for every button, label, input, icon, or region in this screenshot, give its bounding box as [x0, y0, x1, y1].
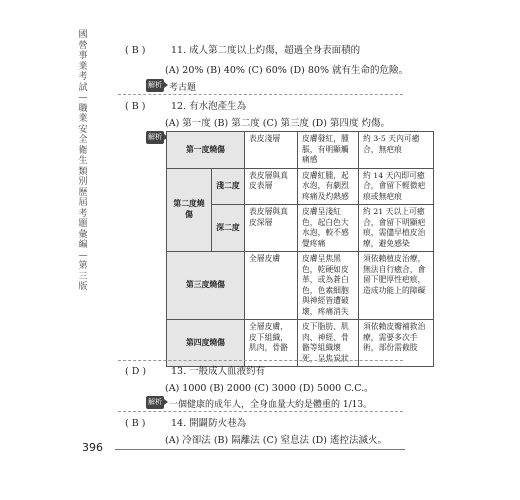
skin-layer-cell: 全層皮膚 — [245, 252, 298, 320]
separator — [118, 411, 403, 412]
question-stem: 14. 開闢防火巷為 — [171, 418, 247, 429]
skin-layer-cell: 表皮層與真皮表層 — [245, 168, 298, 205]
deep-second-label: 深二度 — [212, 205, 245, 252]
question-13 — [125, 363, 265, 377]
question-14 — [125, 415, 246, 429]
question-stem: 13. 一般成人血液約有 — [171, 366, 266, 377]
explanation-badge: 解析 — [146, 79, 164, 92]
recovery-cell: 須依賴皮瓣補救治療，需要多次手術，部份需截肢 — [359, 320, 434, 367]
fourth-degree-label: 第四度燒傷 — [167, 320, 245, 367]
answer-label: ( D ) — [125, 366, 147, 377]
table-row — [167, 168, 434, 205]
symptom-cell: 皮下脂肪、肌肉、神經、骨骼等組織壞死，呈焦炭狀 — [298, 320, 359, 367]
explanation-text: 考古題 — [169, 83, 197, 93]
explanation-text: 一個健康的成年人，全身血量大約是體重的 1/13。 — [169, 400, 373, 410]
recovery-cell: 約 14 天內即可癒合，會留下輕微疤痕或無疤痕 — [359, 168, 434, 205]
side-header: 國營事業考試—職業安全衛生類別歷屆考題彙編—第三版 — [78, 30, 88, 292]
page-number: 396 — [82, 441, 103, 454]
third-degree-label: 第三度燒傷 — [167, 252, 245, 320]
question-11-options: (A) 20% (B) 40% (C) 60% (D) 80% 就有生命的危險。 — [165, 65, 408, 76]
question-stem: 12. 有水泡產生為 — [171, 101, 247, 112]
second-degree-label: 第二度燒傷 — [167, 168, 212, 252]
answer-label: ( B ) — [125, 418, 146, 429]
explanation-badge: 解析 — [146, 396, 164, 409]
question-12 — [125, 98, 246, 112]
table-row — [167, 252, 434, 320]
symptom-cell: 皮膚呈焦黑色，乾硬如皮革，或為蒼白色，色素細胞與神經皆遭破壞，疼痛消失 — [298, 252, 359, 320]
table-row — [167, 132, 434, 169]
explanation-badge: 解析 — [146, 131, 164, 144]
answer-label: ( B ) — [125, 45, 146, 56]
recovery-cell: 約 21 天以上可癒合，會留下明顯疤痕，需儘早植皮治療，避免感染 — [359, 205, 434, 252]
first-degree-label: 第一度燒傷 — [167, 132, 245, 169]
recovery-cell: 須依賴植皮治療，無法自行癒合，會留下肥厚性疤痕，造成功能上的障礙 — [359, 252, 434, 320]
skin-layer-cell: 表皮層與真皮深層 — [245, 205, 298, 252]
symptom-cell: 皮膚發紅，腫脹，有明顯觸痛感 — [298, 132, 359, 169]
question-stem: 11. 成人第二度以上灼傷，超過全身表面積的 — [171, 45, 361, 56]
footer-rule — [115, 449, 405, 450]
symptom-cell: 皮膚呈淺紅色，起白色大水泡，較不感覺疼痛 — [298, 205, 359, 252]
skin-layer-cell: 表皮淺層 — [245, 132, 298, 169]
burn-degree-table — [166, 131, 434, 367]
symptom-cell: 皮膚紅腫，起水泡，有劇烈疼痛及灼熱感 — [298, 168, 359, 205]
question-14-options: (A) 冷卻法 (B) 隔離法 (C) 窒息法 (D) 遙控法滅火。 — [165, 435, 388, 446]
shallow-second-label: 淺二度 — [212, 168, 245, 205]
question-13-options: (A) 1000 (B) 2000 (C) 3000 (D) 5000 C.C.。 — [165, 383, 374, 394]
question-11 — [125, 42, 360, 56]
answer-label: ( B ) — [125, 101, 146, 112]
skin-layer-cell: 全層皮膚，皮下組織，肌肉，骨骼 — [245, 320, 298, 367]
separator — [118, 94, 403, 95]
separator — [118, 360, 403, 361]
recovery-cell: 約 3-5 天內可癒合，無疤痕 — [359, 132, 434, 169]
question-12-options: (A) 第一度 (B) 第二度 (C) 第三度 (D) 第四度 灼傷。 — [165, 118, 391, 129]
